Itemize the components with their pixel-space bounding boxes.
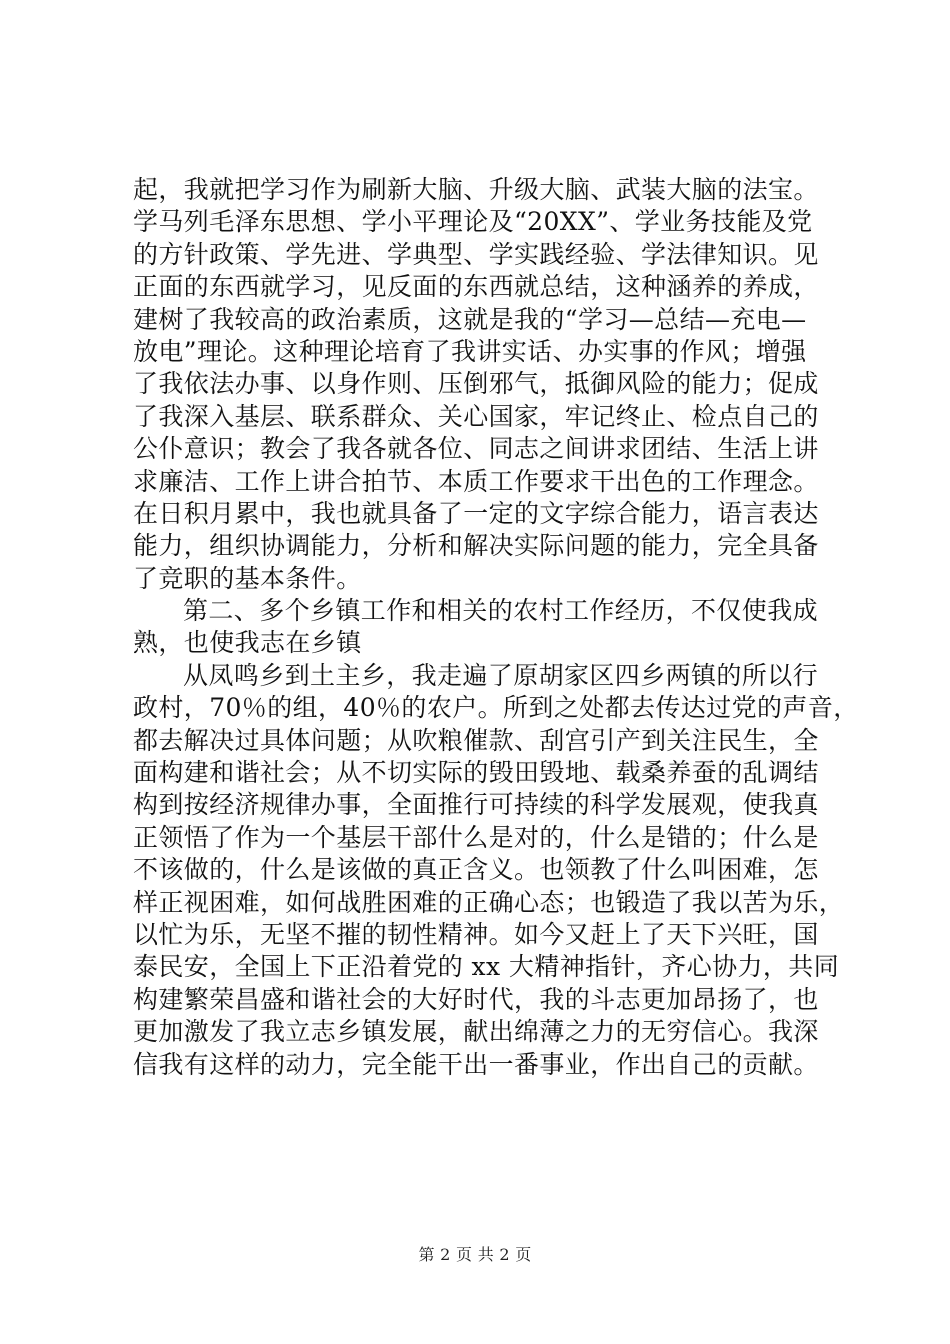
text-line: 不该做的，什么是该做的真正含义。也领教了什么叫困难，怎 [133,855,819,885]
heading-line: 第二、多个乡镇工作和相关的农村工作经历，不仅使我成 [183,596,819,626]
text-line: 从凤鸣乡到土主乡，我走遍了原胡家区四乡两镇的所以行 [183,660,819,690]
text-line: 学马列毛泽东思想、学小平理论及“20XX”、学业务技能及党 [133,207,813,237]
text-line: 样正视困难，如何战胜困难的正确心态；也锻造了我以苦为乐， [133,887,845,917]
text-line: 正面的东西就学习，见反面的东西就总结，这种涵养的养成， [133,272,819,302]
text-line: 起，我就把学习作为刷新大脑、升级大脑、武装大脑的法宝。 [133,175,819,204]
paragraph-1 [133,174,823,595]
page-number-footer: 第 2 页 共 2 页 [418,1245,532,1264]
text-line: 信我有这样的动力，完全能干出一番事业，作出自己的贡献。 [133,1049,819,1079]
text-line: 求廉洁、工作上讲合拍节、本质工作要求干出色的工作理念。 [133,466,819,496]
text-line: 的方针政策、学先进、学典型、学实践经验、学法律知识。见 [133,239,819,269]
text-line: 正领悟了作为一个基层干部什么是对的，什么是错的；什么是 [133,822,819,852]
text-line: 了我依法办事、以身作则、压倒邪气，抵御风险的能力；促成 [133,369,819,399]
text-line: 了竞职的基本条件。 [133,563,362,593]
text-line: 放电”理论。这种理论培育了我讲实话、办实事的作风；增强 [133,336,807,366]
text-line: 以忙为乐，无坚不摧的韧性精神。如今又赶上了天下兴旺，国 [133,919,819,949]
text-line: 建树了我较高的政治素质，这就是我的“学习—总结—充电— [133,304,807,334]
text-line: 泰民安，全国上下正沿着党的 xx 大精神指针，齐心协力，共同 [133,952,840,982]
section-heading-2 [133,595,823,660]
heading-line: 熟，也使我志在乡镇 [133,628,362,658]
text-line: 在日积月累中，我也就具备了一定的文字综合能力，语言表达 [133,498,819,528]
document-body [133,174,859,1081]
paragraph-2 [133,660,859,1081]
text-line: 构到按经济规律办事，全面推行可持续的科学发展观，使我真 [133,790,819,820]
text-line: 公仆意识；教会了我各就各位、同志之间讲求团结、生活上讲 [133,434,819,464]
text-line: 更加激发了我立志乡镇发展，献出绵薄之力的无穷信心。我深 [133,1017,819,1047]
text-line: 都去解决过具体问题；从吹粮催款、刮宫引产到关注民生，全 [133,725,819,755]
text-line: 能力，组织协调能力，分析和解决实际问题的能力，完全具备 [133,531,819,561]
text-line: 了我深入基层、联系群众、关心国家，牢记终止、检点自己的 [133,401,819,431]
text-line: 政村，70％的组，40％的农户。所到之处都去传达过党的声音， [133,693,859,723]
text-line: 构建繁荣昌盛和谐社会的大好时代，我的斗志更加昂扬了，也 [133,984,819,1014]
text-line: 面构建和谐社会；从不切实际的毁田毁地、载桑养蚕的乱调结 [133,758,819,788]
